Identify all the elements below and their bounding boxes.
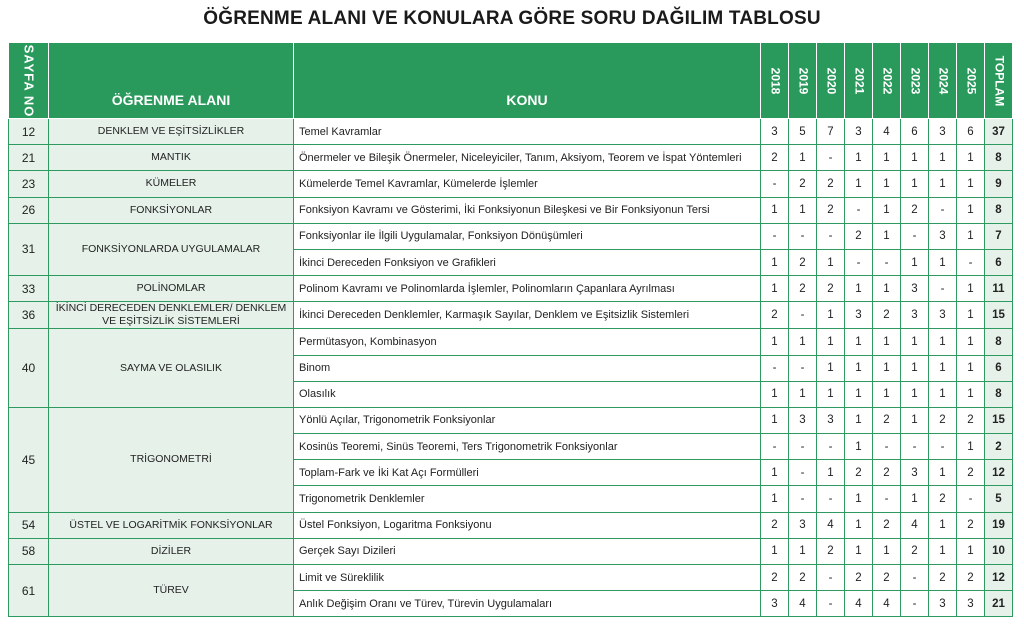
toplam-cell: 8 bbox=[985, 381, 1013, 407]
header-toplam bbox=[985, 43, 1013, 119]
table-row bbox=[9, 223, 1013, 249]
konu-cell: Limit ve Süreklilik bbox=[294, 565, 761, 591]
year-value-cell: 3 bbox=[761, 119, 789, 145]
year-value-cell: 1 bbox=[817, 355, 845, 381]
konu-cell: Toplam-Fark ve İki Kat Açı Formülleri bbox=[294, 460, 761, 486]
konu-cell: Fonksiyon Kavramı ve Gösterimi, İki Fonksiyonun Bileşkesi ve Bir Fonksiyonun Tersi bbox=[294, 197, 761, 223]
year-value-cell: 1 bbox=[873, 381, 901, 407]
year-value-cell: 3 bbox=[929, 223, 957, 249]
year-value-cell: 2 bbox=[957, 460, 985, 486]
year-value-cell: 1 bbox=[845, 171, 873, 197]
toplam-cell: 19 bbox=[985, 512, 1013, 538]
year-value-cell: 1 bbox=[761, 197, 789, 223]
year-value-cell: 1 bbox=[901, 381, 929, 407]
year-value-cell: - bbox=[789, 486, 817, 512]
toplam-cell: 11 bbox=[985, 276, 1013, 302]
year-value-cell: 7 bbox=[817, 119, 845, 145]
header-year bbox=[789, 43, 817, 119]
year-value-cell: - bbox=[789, 302, 817, 329]
header-ogrenme-alani: ÖĞRENME ALANI bbox=[49, 43, 294, 119]
year-value-cell: 1 bbox=[845, 355, 873, 381]
header-konu: KONU bbox=[294, 43, 761, 119]
year-value-cell: 5 bbox=[789, 119, 817, 145]
sayfa-no-cell: 31 bbox=[9, 223, 49, 275]
year-value-cell: 1 bbox=[929, 538, 957, 564]
toplam-cell: 15 bbox=[985, 302, 1013, 329]
year-value-cell: 3 bbox=[761, 591, 789, 617]
konu-cell: Anlık Değişim Oranı ve Türev, Türevin Uygulamaları bbox=[294, 591, 761, 617]
year-value-cell: - bbox=[761, 355, 789, 381]
year-value-cell: - bbox=[789, 355, 817, 381]
header-year bbox=[873, 43, 901, 119]
year-value-cell: 1 bbox=[929, 381, 957, 407]
table-row bbox=[9, 145, 1013, 171]
toplam-cell: 8 bbox=[985, 145, 1013, 171]
year-value-cell: 2 bbox=[761, 302, 789, 329]
year-value-cell: 4 bbox=[901, 512, 929, 538]
year-value-cell: 1 bbox=[845, 276, 873, 302]
year-value-cell: 1 bbox=[957, 381, 985, 407]
year-value-cell: - bbox=[845, 197, 873, 223]
year-value-cell: 3 bbox=[901, 276, 929, 302]
year-value-cell: 1 bbox=[789, 381, 817, 407]
ogrenme-alani-cell: DENKLEM VE EŞİTSİZLİKLER bbox=[49, 119, 294, 145]
year-value-cell: - bbox=[929, 434, 957, 460]
year-value-cell: - bbox=[901, 591, 929, 617]
year-value-cell: 2 bbox=[929, 486, 957, 512]
year-value-cell: 1 bbox=[873, 276, 901, 302]
table-row bbox=[9, 171, 1013, 197]
year-value-cell: 2 bbox=[761, 565, 789, 591]
year-value-cell: 1 bbox=[873, 145, 901, 171]
year-value-cell: 2 bbox=[873, 512, 901, 538]
year-value-cell: 2 bbox=[957, 565, 985, 591]
year-value-cell: 1 bbox=[873, 538, 901, 564]
header-year bbox=[761, 43, 789, 119]
year-value-cell: 2 bbox=[845, 565, 873, 591]
header-year bbox=[957, 43, 985, 119]
table-row bbox=[9, 407, 1013, 433]
table-row bbox=[9, 565, 1013, 591]
table-row bbox=[9, 119, 1013, 145]
toplam-cell: 12 bbox=[985, 460, 1013, 486]
toplam-cell: 15 bbox=[985, 407, 1013, 433]
konu-cell: Kosinüs Teoremi, Sinüs Teoremi, Ters Trigonometrik Fonksiyonlar bbox=[294, 434, 761, 460]
year-value-cell: 1 bbox=[761, 249, 789, 275]
toplam-cell: 8 bbox=[985, 197, 1013, 223]
year-value-cell: 1 bbox=[957, 302, 985, 329]
toplam-cell: 5 bbox=[985, 486, 1013, 512]
year-value-cell: 4 bbox=[789, 591, 817, 617]
year-value-cell: 2 bbox=[845, 223, 873, 249]
year-value-cell: 3 bbox=[901, 302, 929, 329]
toplam-cell: 9 bbox=[985, 171, 1013, 197]
year-value-cell: - bbox=[929, 276, 957, 302]
header-year-label: 2019 bbox=[796, 67, 810, 94]
table-row bbox=[9, 302, 1013, 329]
year-value-cell: 1 bbox=[845, 145, 873, 171]
konu-cell: Önermeler ve Bileşik Önermeler, Niceleyiciler, Tanım, Aksiyom, Teorem ve İspat Yöntemleri bbox=[294, 145, 761, 171]
year-value-cell: - bbox=[817, 223, 845, 249]
konu-cell: Üstel Fonksiyon, Logaritma Fonksiyonu bbox=[294, 512, 761, 538]
konu-cell: İkinci Dereceden Fonksiyon ve Grafikleri bbox=[294, 249, 761, 275]
year-value-cell: 1 bbox=[929, 512, 957, 538]
table-row bbox=[9, 329, 1013, 355]
toplam-cell: 12 bbox=[985, 565, 1013, 591]
year-value-cell: 1 bbox=[901, 329, 929, 355]
year-value-cell: 1 bbox=[957, 276, 985, 302]
year-value-cell: - bbox=[845, 249, 873, 275]
table-body bbox=[9, 119, 1013, 617]
year-value-cell: 2 bbox=[789, 249, 817, 275]
year-value-cell: 1 bbox=[957, 171, 985, 197]
ogrenme-alani-cell: TÜREV bbox=[49, 565, 294, 617]
header-year-label: 2018 bbox=[768, 67, 782, 94]
year-value-cell: 3 bbox=[817, 407, 845, 433]
year-value-cell: 1 bbox=[957, 329, 985, 355]
year-value-cell: 3 bbox=[845, 302, 873, 329]
year-value-cell: 2 bbox=[845, 460, 873, 486]
ogrenme-alani-cell: ÜSTEL VE LOGARİTMİK FONKSİYONLAR bbox=[49, 512, 294, 538]
year-value-cell: 1 bbox=[845, 329, 873, 355]
year-value-cell: 2 bbox=[817, 197, 845, 223]
year-value-cell: 1 bbox=[761, 407, 789, 433]
toplam-cell: 2 bbox=[985, 434, 1013, 460]
year-value-cell: 1 bbox=[901, 249, 929, 275]
year-value-cell: - bbox=[761, 434, 789, 460]
toplam-cell: 10 bbox=[985, 538, 1013, 564]
year-value-cell: 4 bbox=[873, 119, 901, 145]
year-value-cell: 1 bbox=[845, 512, 873, 538]
year-value-cell: 1 bbox=[817, 249, 845, 275]
year-value-cell: 2 bbox=[761, 512, 789, 538]
sayfa-no-cell: 40 bbox=[9, 329, 49, 408]
year-value-cell: 1 bbox=[761, 381, 789, 407]
year-value-cell: 1 bbox=[817, 302, 845, 329]
year-value-cell: 1 bbox=[789, 145, 817, 171]
header-year-label: 2020 bbox=[824, 67, 838, 94]
year-value-cell: 2 bbox=[817, 538, 845, 564]
ogrenme-alani-cell: İKİNCİ DERECEDEN DENKLEMLER/ DENKLEM VE EŞİTSİZLİK SİSTEMLERİ bbox=[49, 302, 294, 329]
year-value-cell: - bbox=[789, 460, 817, 486]
header-sayfa-no-label: SAYFA NO bbox=[21, 44, 36, 117]
year-value-cell: 2 bbox=[901, 197, 929, 223]
year-value-cell: 2 bbox=[789, 276, 817, 302]
year-value-cell: 1 bbox=[789, 197, 817, 223]
year-value-cell: 2 bbox=[761, 145, 789, 171]
sayfa-no-cell: 21 bbox=[9, 145, 49, 171]
sayfa-no-cell: 58 bbox=[9, 538, 49, 564]
year-value-cell: 1 bbox=[761, 460, 789, 486]
year-value-cell: - bbox=[817, 434, 845, 460]
konu-cell: Polinom Kavramı ve Polinomlarda İşlemler, Polinomların Çapanlara Ayrılması bbox=[294, 276, 761, 302]
sayfa-no-cell: 23 bbox=[9, 171, 49, 197]
year-value-cell: 1 bbox=[845, 381, 873, 407]
year-value-cell: 2 bbox=[817, 276, 845, 302]
year-value-cell: - bbox=[901, 565, 929, 591]
ogrenme-alani-cell: FONKSİYONLAR bbox=[49, 197, 294, 223]
year-value-cell: 2 bbox=[957, 407, 985, 433]
year-value-cell: 1 bbox=[845, 538, 873, 564]
year-value-cell: 1 bbox=[901, 407, 929, 433]
year-value-cell: 1 bbox=[929, 249, 957, 275]
toplam-cell: 37 bbox=[985, 119, 1013, 145]
year-value-cell: 1 bbox=[901, 171, 929, 197]
year-value-cell: 4 bbox=[817, 512, 845, 538]
year-value-cell: 1 bbox=[957, 538, 985, 564]
sayfa-no-cell: 26 bbox=[9, 197, 49, 223]
table-row bbox=[9, 538, 1013, 564]
sayfa-no-cell: 36 bbox=[9, 302, 49, 329]
header-year bbox=[817, 43, 845, 119]
ogrenme-alani-cell: FONKSİYONLARDA UYGULAMALAR bbox=[49, 223, 294, 275]
year-value-cell: - bbox=[929, 197, 957, 223]
year-value-cell: 3 bbox=[845, 119, 873, 145]
year-value-cell: 2 bbox=[817, 171, 845, 197]
page-title: ÖĞRENME ALANI VE KONULARA GÖRE SORU DAĞILIM TABLOSU bbox=[203, 8, 821, 29]
sayfa-no-cell: 61 bbox=[9, 565, 49, 617]
year-value-cell: 1 bbox=[845, 407, 873, 433]
ogrenme-alani-cell: MANTIK bbox=[49, 145, 294, 171]
year-value-cell: 1 bbox=[817, 381, 845, 407]
table-row bbox=[9, 512, 1013, 538]
konu-cell: Olasılık bbox=[294, 381, 761, 407]
ogrenme-alani-cell: DİZİLER bbox=[49, 538, 294, 564]
year-value-cell: 1 bbox=[957, 197, 985, 223]
year-value-cell: 1 bbox=[761, 486, 789, 512]
konu-cell: Gerçek Sayı Dizileri bbox=[294, 538, 761, 564]
year-value-cell: 1 bbox=[845, 434, 873, 460]
year-value-cell: 1 bbox=[817, 329, 845, 355]
year-value-cell: - bbox=[957, 486, 985, 512]
year-value-cell: 1 bbox=[957, 434, 985, 460]
year-value-cell: 1 bbox=[789, 329, 817, 355]
year-value-cell: - bbox=[873, 486, 901, 512]
year-value-cell: 1 bbox=[761, 538, 789, 564]
year-value-cell: 1 bbox=[901, 145, 929, 171]
distribution-table bbox=[8, 42, 1013, 617]
year-value-cell: 2 bbox=[929, 565, 957, 591]
header-year bbox=[845, 43, 873, 119]
header-toplam-label: TOPLAM bbox=[992, 55, 1006, 106]
year-value-cell: 1 bbox=[873, 171, 901, 197]
table-header-row bbox=[9, 43, 1013, 119]
header-year-label: 2021 bbox=[852, 67, 866, 94]
header-year bbox=[901, 43, 929, 119]
year-value-cell: 1 bbox=[957, 145, 985, 171]
konu-cell: Permütasyon, Kombinasyon bbox=[294, 329, 761, 355]
year-value-cell: 1 bbox=[957, 223, 985, 249]
year-value-cell: - bbox=[761, 223, 789, 249]
year-value-cell: 1 bbox=[761, 276, 789, 302]
year-value-cell: 1 bbox=[929, 329, 957, 355]
header-year bbox=[929, 43, 957, 119]
sayfa-no-cell: 12 bbox=[9, 119, 49, 145]
year-value-cell: 2 bbox=[873, 460, 901, 486]
year-value-cell: 2 bbox=[929, 407, 957, 433]
sayfa-no-cell: 33 bbox=[9, 276, 49, 302]
year-value-cell: 1 bbox=[929, 145, 957, 171]
year-value-cell: 1 bbox=[901, 355, 929, 381]
year-value-cell: 4 bbox=[845, 591, 873, 617]
year-value-cell: 3 bbox=[789, 407, 817, 433]
toplam-cell: 21 bbox=[985, 591, 1013, 617]
year-value-cell: 1 bbox=[957, 355, 985, 381]
toplam-cell: 8 bbox=[985, 329, 1013, 355]
year-value-cell: - bbox=[873, 249, 901, 275]
year-value-cell: 1 bbox=[873, 355, 901, 381]
year-value-cell: - bbox=[817, 145, 845, 171]
year-value-cell: 2 bbox=[789, 171, 817, 197]
year-value-cell: 2 bbox=[873, 407, 901, 433]
ogrenme-alani-cell: POLİNOMLAR bbox=[49, 276, 294, 302]
year-value-cell: - bbox=[873, 434, 901, 460]
year-value-cell: - bbox=[789, 223, 817, 249]
year-value-cell: 1 bbox=[873, 197, 901, 223]
year-value-cell: 1 bbox=[761, 329, 789, 355]
year-value-cell: 6 bbox=[901, 119, 929, 145]
year-value-cell: 2 bbox=[789, 565, 817, 591]
year-value-cell: 2 bbox=[873, 302, 901, 329]
konu-cell: Yönlü Açılar, Trigonometrik Fonksiyonlar bbox=[294, 407, 761, 433]
ogrenme-alani-cell: TRİGONOMETRİ bbox=[49, 407, 294, 512]
year-value-cell: - bbox=[817, 565, 845, 591]
year-value-cell: - bbox=[761, 171, 789, 197]
ogrenme-alani-cell: KÜMELER bbox=[49, 171, 294, 197]
year-value-cell: 1 bbox=[929, 460, 957, 486]
year-value-cell: 3 bbox=[901, 460, 929, 486]
konu-cell: Fonksiyonlar ile İlgili Uygulamalar, Fonksiyon Dönüşümleri bbox=[294, 223, 761, 249]
toplam-cell: 6 bbox=[985, 249, 1013, 275]
table-row bbox=[9, 276, 1013, 302]
year-value-cell: 2 bbox=[901, 538, 929, 564]
year-value-cell: - bbox=[817, 591, 845, 617]
year-value-cell: 2 bbox=[873, 565, 901, 591]
year-value-cell: 3 bbox=[929, 302, 957, 329]
year-value-cell: 3 bbox=[929, 119, 957, 145]
year-value-cell: - bbox=[901, 223, 929, 249]
year-value-cell: - bbox=[957, 249, 985, 275]
header-year-label: 2025 bbox=[964, 67, 978, 94]
ogrenme-alani-cell: SAYMA VE OLASILIK bbox=[49, 329, 294, 408]
header-sayfa-no bbox=[9, 43, 49, 119]
year-value-cell: 2 bbox=[957, 512, 985, 538]
year-value-cell: 1 bbox=[873, 223, 901, 249]
year-value-cell: 6 bbox=[957, 119, 985, 145]
year-value-cell: 1 bbox=[845, 486, 873, 512]
header-year-label: 2023 bbox=[908, 67, 922, 94]
sayfa-no-cell: 45 bbox=[9, 407, 49, 512]
year-value-cell: 1 bbox=[873, 329, 901, 355]
year-value-cell: 1 bbox=[789, 538, 817, 564]
table-row bbox=[9, 197, 1013, 223]
header-year-label: 2024 bbox=[936, 67, 950, 94]
toplam-cell: 6 bbox=[985, 355, 1013, 381]
year-value-cell: 3 bbox=[789, 512, 817, 538]
sayfa-no-cell: 54 bbox=[9, 512, 49, 538]
konu-cell: Kümelerde Temel Kavramlar, Kümelerde İşlemler bbox=[294, 171, 761, 197]
year-value-cell: 3 bbox=[957, 591, 985, 617]
year-value-cell: 1 bbox=[817, 460, 845, 486]
konu-cell: İkinci Dereceden Denklemler, Karmaşık Sayılar, Denklem ve Eşitsizlik Sistemleri bbox=[294, 302, 761, 329]
year-value-cell: 3 bbox=[929, 591, 957, 617]
year-value-cell: - bbox=[901, 434, 929, 460]
konu-cell: Binom bbox=[294, 355, 761, 381]
konu-cell: Temel Kavramlar bbox=[294, 119, 761, 145]
year-value-cell: 1 bbox=[901, 486, 929, 512]
year-value-cell: - bbox=[789, 434, 817, 460]
year-value-cell: 4 bbox=[873, 591, 901, 617]
toplam-cell: 7 bbox=[985, 223, 1013, 249]
year-value-cell: 1 bbox=[929, 355, 957, 381]
konu-cell: Trigonometrik Denklemler bbox=[294, 486, 761, 512]
year-value-cell: - bbox=[817, 486, 845, 512]
header-year-label: 2022 bbox=[880, 67, 894, 94]
year-value-cell: 1 bbox=[929, 171, 957, 197]
